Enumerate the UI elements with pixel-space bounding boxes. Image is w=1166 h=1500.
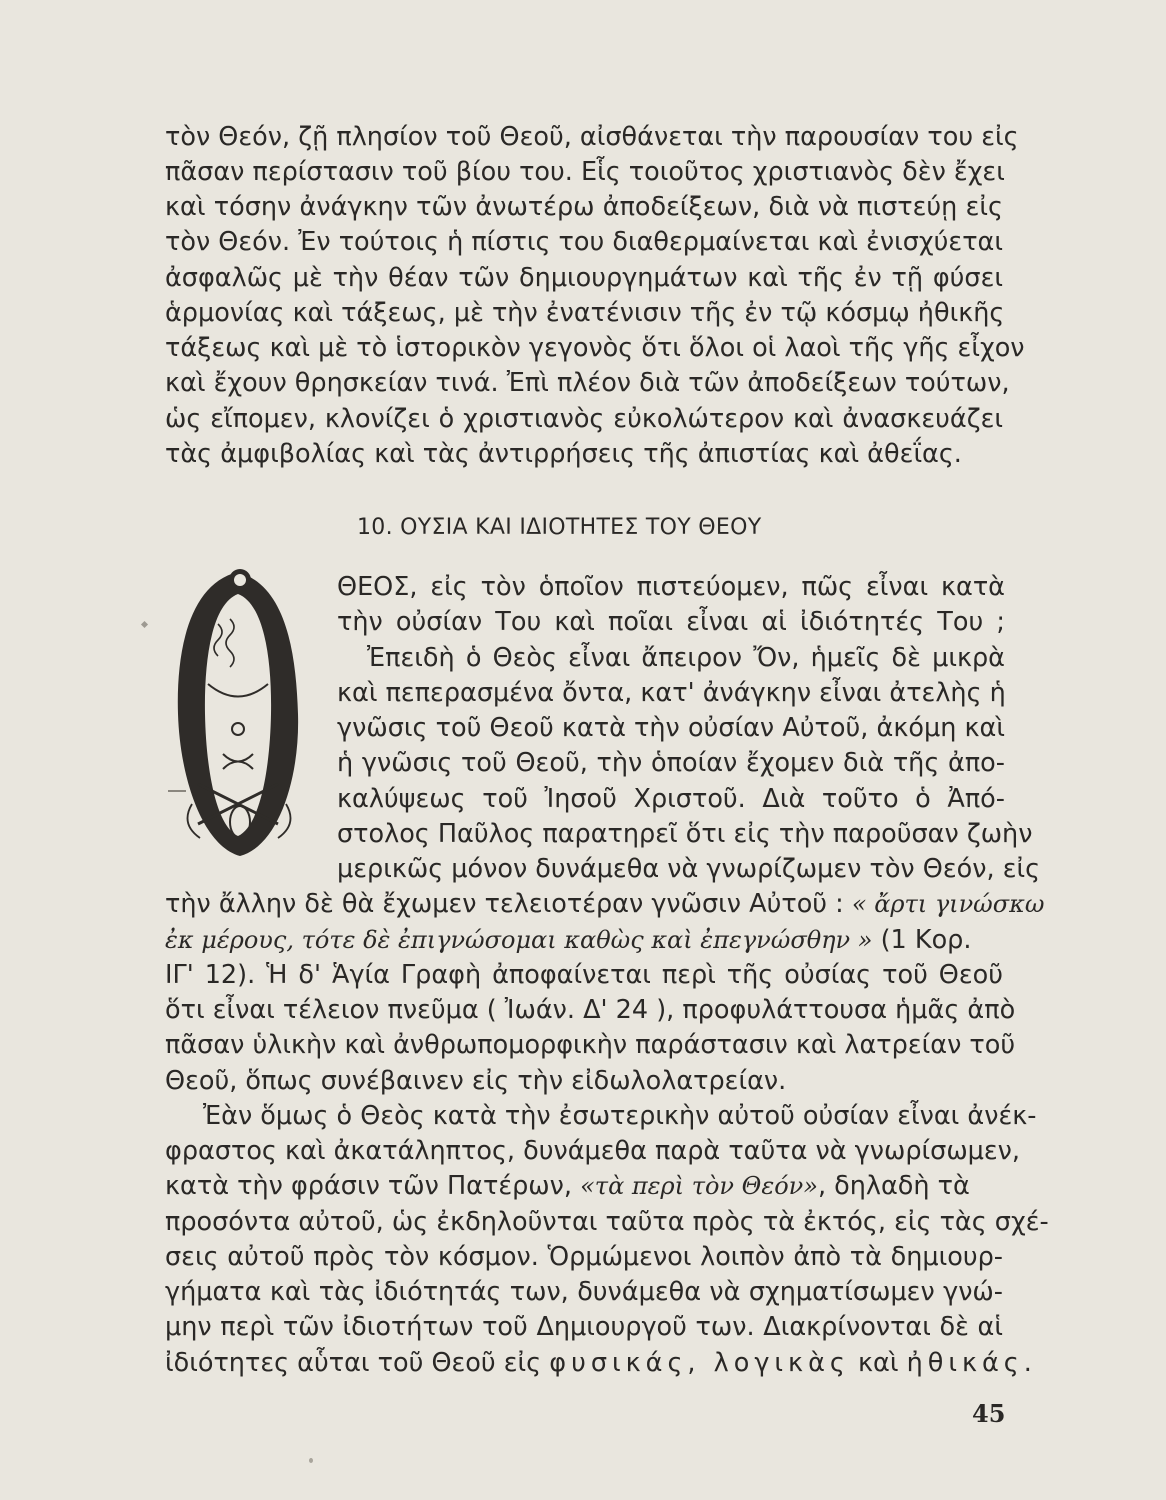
text-line: προσόντα αὐτοῦ, ὡς ἐκδηλοῦνται ταῦτα πρὸς τὰ ἐκτός, εἰς τὰς σχέ- xyxy=(165,1207,1049,1237)
page-number: 45 xyxy=(972,1399,1006,1428)
quote-segment: « ἄρτι γινώσκω xyxy=(851,890,1045,918)
emphasized-term: φυσικάς, λογικὰς xyxy=(549,1348,850,1378)
quote-segment: «τὰ περὶ τὸν Θεόν» xyxy=(580,1172,818,1200)
text-line: ὡς εἴπομεν, κλονίζει ὁ χριστιανὸς εὐκολώτερον καὶ ἀνασκευάζει xyxy=(165,404,1003,434)
text-line: μην περὶ τῶν ἰδιοτήτων τοῦ Δημιουργοῦ των. Διακρίνονται δὲ αἱ xyxy=(165,1312,1003,1342)
text-line xyxy=(165,1169,970,1203)
scan-speck xyxy=(309,1458,313,1463)
text-line: ΙΓ' 12). Ἡ δ' Ἁγία Γραφὴ ἀποφαίνεται περὶ τῆς οὐσίας τοῦ Θεοῦ xyxy=(165,960,1003,990)
text-line: φραστος καὶ ἀκατάληπτος, δυνάμεθα παρὰ ταῦτα νὰ γνωρίσωμεν, xyxy=(165,1136,1021,1166)
text-line: μερικῶς μόνον δυνάμεθα νὰ γνωρίζωμεν τὸν Θεόν, εἰς xyxy=(337,854,1041,884)
text-line: πᾶσαν ὑλικὴν καὶ ἀνθρωπομορφικὴν παράστασιν καὶ λατρείαν τοῦ xyxy=(165,1030,1016,1060)
text-line: ἁρμονίας καὶ τάξεως, μὲ τὴν ἐνατένισιν τῆς ἐν τῷ κόσμῳ ἠθικῆς xyxy=(165,298,1005,328)
text-segment: , δηλαδὴ τὰ xyxy=(817,1171,970,1201)
text-line: ἀσφαλῶς μὲ τὴν θέαν τῶν δημιουργημάτων καὶ τῆς ἐν τῇ φύσει xyxy=(165,263,1003,293)
text-line: τὸν Θεόν, ζῇ πλησίον τοῦ Θεοῦ, αἰσθάνεται τὴν παρουσίαν του εἰς xyxy=(165,122,1019,152)
text-line: Ἐὰν ὅμως ὁ Θεὸς κατὰ τὴν ἐσωτερικὴν αὐτοῦ οὐσίαν εἶναι ἀνέκ- xyxy=(203,1101,1037,1131)
scan-speck xyxy=(141,621,148,628)
text-line: γνῶσις τοῦ Θεοῦ κατὰ τὴν οὐσίαν Αὐτοῦ, ἀκόμη καὶ xyxy=(337,713,1005,743)
text-line: τὸν Θεόν. Ἐν τούτοις ἡ πίστις του διαθερμαίνεται καὶ ἐνισχύεται xyxy=(165,227,1003,257)
citation: (1 Κορ. xyxy=(880,925,972,955)
quote-segment: ἐκ μέρους, τότε δὲ ἐπιγνώσομαι καθὼς καὶ ἐπεγνώσθην » xyxy=(165,926,873,954)
section-heading: 10. ΟΥΣΙΑ ΚΑΙ ΙΔΙΟΤΗΤΕΣ ΤΟΥ ΘΕΟΥ xyxy=(357,515,762,540)
text-line: καὶ πεπερασμένα ὄντα, κατ' ἀνάγκην εἶναι ἀτελὴς ἡ xyxy=(337,678,1006,708)
decorative-initial-omicron xyxy=(168,564,308,864)
text-line xyxy=(165,1346,1037,1380)
text-line: Ἐπειδὴ ὁ Θεὸς εἶναι ἄπειρον Ὄν, ἡμεῖς δὲ μικρὰ xyxy=(367,643,1005,673)
text-segment: κατὰ τὴν φράσιν τῶν Πατέρων, xyxy=(165,1171,572,1201)
text-line xyxy=(165,923,971,957)
text-line: καὶ ἔχουν θρησκείαν τινά. Ἐπὶ πλέον διὰ τῶν ἀποδείξεων τούτων, xyxy=(165,368,1010,398)
emphasized-term: ἠθικάς. xyxy=(906,1348,1037,1378)
text-line xyxy=(165,887,1044,921)
text-line: στολος Παῦλος παρατηρεῖ ὅτι εἰς τὴν παροῦσαν ζωὴν xyxy=(337,819,1033,849)
text-line: σεις αὐτοῦ πρὸς τὸν κόσμον. Ὁρμώμενοι λοιπὸν ἀπὸ τὰ δημιουρ- xyxy=(165,1242,1003,1272)
scan-mark xyxy=(168,790,186,792)
text-segment: τὴν ἄλλην δὲ θὰ ἔχωμεν τελειοτέραν γνῶσιν Αὐτοῦ : xyxy=(165,889,844,919)
text-line: τὴν οὐσίαν Του καὶ ποῖαι εἶναι αἱ ἰδιότητές Του ; xyxy=(337,607,1005,637)
text-line: τὰς ἀμφιβολίας καὶ τὰς ἀντιρρήσεις τῆς ἀπιστίας καὶ ἀθεΐας. xyxy=(165,439,962,469)
text-segment: ἰδιότητες αὗται τοῦ Θεοῦ εἰς xyxy=(165,1348,542,1378)
text-line: Θεοῦ, ὅπως συνέβαινεν εἰς τὴν εἰδωλολατρείαν. xyxy=(165,1066,787,1096)
text-line: ΘΕΟΣ, εἰς τὸν ὁποῖον πιστεύομεν, πῶς εἶναι κατὰ xyxy=(337,572,1005,602)
text-segment: καὶ xyxy=(857,1348,899,1378)
text-line: πᾶσαν περίστασιν τοῦ βίου του. Εἷς τοιοῦτος χριστιανὸς δὲν ἔχει xyxy=(165,157,1005,187)
text-line: ὅτι εἶναι τέλειον πνεῦμα ( Ἰωάν. Δ' 24 ), προφυλάττουσα ἡμᾶς ἀπὸ xyxy=(165,995,1016,1025)
text-line: καὶ τόσην ἀνάγκην τῶν ἀνωτέρω ἀποδείξεων, διὰ νὰ πιστεύῃ εἰς xyxy=(165,192,1003,222)
text-line: γήματα καὶ τὰς ἰδιότητάς των, δυνάμεθα νὰ σχηματίσωμεν γνώ- xyxy=(165,1277,1003,1307)
text-line: τάξεως καὶ μὲ τὸ ἱστορικὸν γεγονὸς ὅτι ὅλοι οἱ λαοὶ τῆς γῆς εἶχον xyxy=(165,333,1025,363)
text-line: ἡ γνῶσις τοῦ Θεοῦ, τὴν ὁποίαν ἔχομεν διὰ τῆς ἀπο- xyxy=(337,748,1005,778)
text-line: καλύψεως τοῦ Ἰησοῦ Χριστοῦ. Διὰ τοῦτο ὁ Ἀπό- xyxy=(337,784,1005,814)
